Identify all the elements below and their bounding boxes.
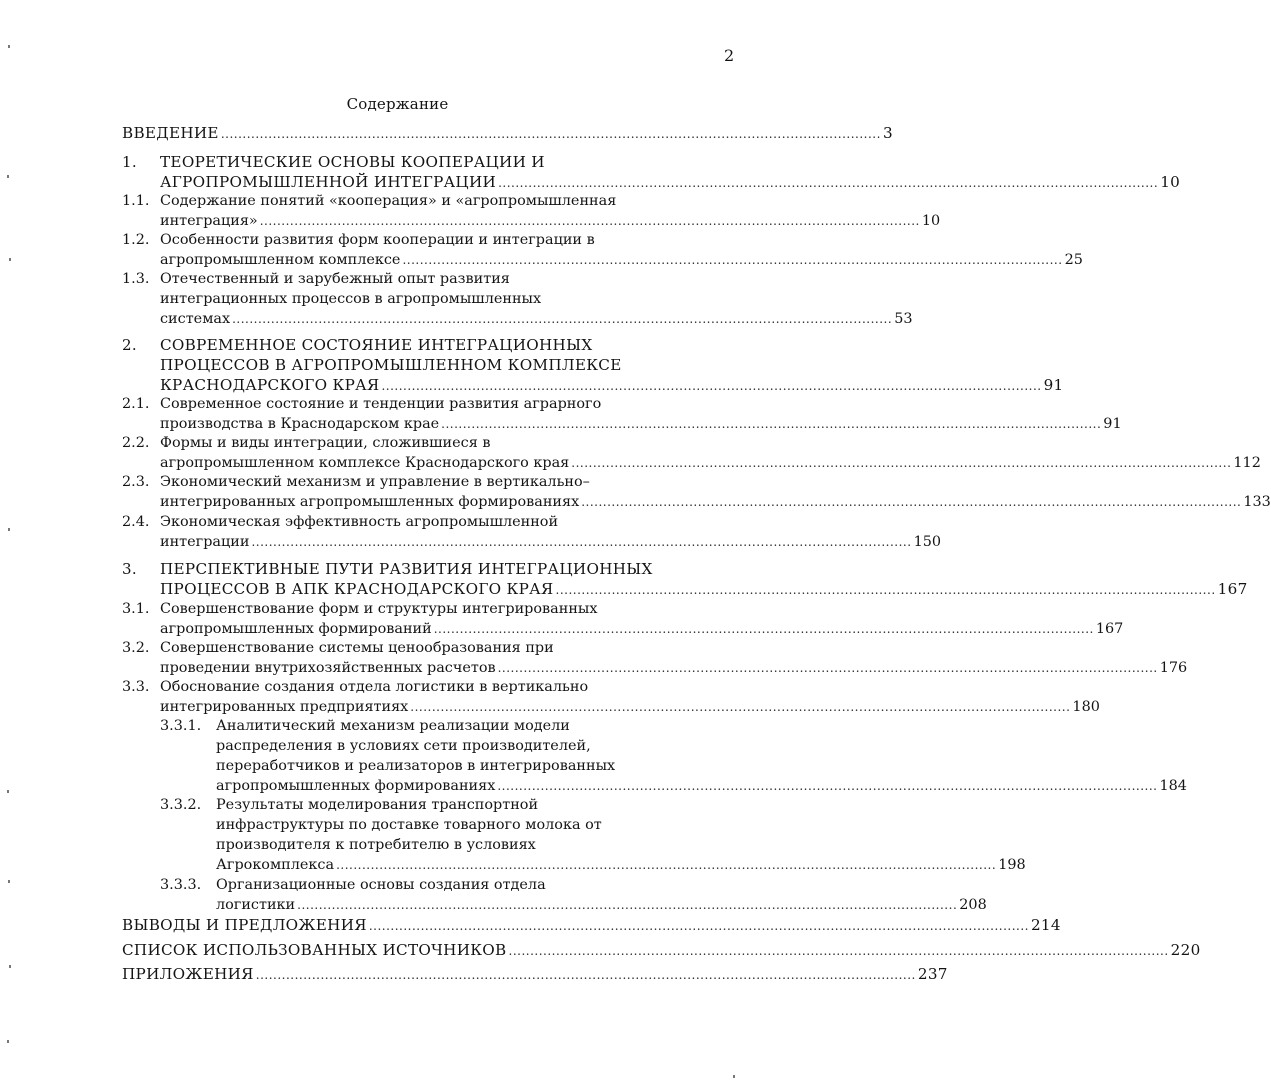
toc-entry-page: 220 xyxy=(1170,941,1201,959)
toc-entry-3-3-3[interactable] xyxy=(216,895,987,915)
toc-entry-page: 25 xyxy=(1064,252,1083,268)
scan-speck xyxy=(8,45,10,48)
chapter-title-line: ПРОЦЕССОВ В АПК КРАСНОДАРСКОГО КРАЯ xyxy=(160,580,554,598)
section-number: 2.1. xyxy=(122,396,150,412)
dot-leader: ......................................................................................................................................................... xyxy=(441,417,1102,431)
section-title-line: агропромышленном комплексе xyxy=(160,252,401,268)
toc-entry-3-3-1[interactable] xyxy=(216,776,1187,796)
section-title-line: Формы и виды интеграции, сложившиеся в xyxy=(160,435,491,451)
dot-leader: ......................................................................................................................................................... xyxy=(297,898,958,912)
toc-entry-page: 10 xyxy=(921,213,941,229)
subsection-number: 3.3.3. xyxy=(160,877,202,893)
section-number: 3.2. xyxy=(122,640,150,656)
dot-leader: ......................................................................................................................................................... xyxy=(232,312,893,326)
section-number: 2.2. xyxy=(122,435,150,451)
section-number: 1.1. xyxy=(122,193,150,209)
subsection-title-line: Аналитический механизм реализации модели xyxy=(216,718,570,734)
toc-entry-chapter-3[interactable] xyxy=(160,579,1248,600)
scan-speck xyxy=(7,790,9,793)
section-title-line: интегрированных агропромышленных формированиях xyxy=(160,494,580,510)
toc-entry-2-1[interactable] xyxy=(160,414,1122,434)
chapter-number: 2. xyxy=(122,336,137,354)
chapter-title-line: КРАСНОДАРСКОГО КРАЯ xyxy=(160,376,380,394)
subsection-title-line: агропромышленных формированиях xyxy=(216,778,496,794)
toc-entry-2-3[interactable] xyxy=(160,492,1271,512)
section-title-line: Особенности развития форм кооперации и интеграции в xyxy=(160,232,595,248)
section-title-line: интегрированных предприятиях xyxy=(160,699,409,715)
section-title-line: Экономический механизм и управление в вертикально– xyxy=(160,474,590,490)
toc-entry-page: 53 xyxy=(894,311,913,327)
toc-entry-2-4[interactable] xyxy=(160,532,942,552)
section-title-line: интеграция» xyxy=(160,213,258,229)
section-number: 1.2. xyxy=(122,232,150,248)
toc-entry-page: 180 xyxy=(1072,699,1100,715)
toc-entry-1-3[interactable] xyxy=(160,309,913,329)
toc-entry-page: 150 xyxy=(913,534,942,550)
scan-speck xyxy=(9,258,11,261)
toc-entry-page: 214 xyxy=(1030,916,1061,934)
subsection-title-line: Организационные основы создания отдела xyxy=(216,877,546,893)
dot-leader: ......................................................................................................................................................... xyxy=(251,535,912,549)
subsection-number: 3.3.2. xyxy=(160,797,202,813)
toc-entry-page: 176 xyxy=(1159,660,1188,676)
dot-leader: ......................................................................................................................................................... xyxy=(497,661,1158,675)
dot-leader: ......................................................................................................................................................... xyxy=(497,779,1158,793)
chapter-number: 1. xyxy=(122,153,137,171)
toc-entry-intro[interactable] xyxy=(122,123,893,144)
dot-leader: ......................................................................................................................................................... xyxy=(581,495,1242,509)
section-title-line: Содержание понятий «кооперация» и «агропромышленная xyxy=(160,193,617,209)
scan-speck xyxy=(8,528,10,531)
toc-entry-1-1[interactable] xyxy=(160,211,941,231)
section-number: 3.1. xyxy=(122,601,150,617)
toc-entry-title: ПРИЛОЖЕНИЯ xyxy=(122,965,254,983)
toc-entry-page: 10 xyxy=(1160,173,1181,191)
dot-leader: ......................................................................................................................................................... xyxy=(259,214,920,228)
subsection-title-line: инфраструктуры по доставке товарного молока от xyxy=(216,817,602,833)
dot-leader: ......................................................................................................................................................... xyxy=(255,968,916,982)
toc-entry-page: 3 xyxy=(882,124,893,142)
chapter-title-line: АГРОПРОМЫШЛЕННОЙ ИНТЕГРАЦИИ xyxy=(160,173,497,191)
section-title-line: Современное состояние и тенденции развития аграрного xyxy=(160,396,602,412)
subsection-title-line: логистики xyxy=(216,897,296,913)
chapter-title-line: ТЕОРЕТИЧЕСКИЕ ОСНОВЫ КООПЕРАЦИИ И xyxy=(160,153,545,171)
toc-entry-3-2[interactable] xyxy=(160,658,1188,678)
section-title-line: системах xyxy=(160,311,231,327)
toc-entry-page: 91 xyxy=(1103,416,1122,432)
section-title-line: интеграции xyxy=(160,534,250,550)
scan-speck xyxy=(9,965,11,968)
chapter-title-line: ПЕРСПЕКТИВНЫЕ ПУТИ РАЗВИТИЯ ИНТЕГРАЦИОННЫХ xyxy=(160,560,653,578)
section-title-line: производства в Краснодарском крае xyxy=(160,416,440,432)
section-title-line: Совершенствование системы ценообразования при xyxy=(160,640,554,656)
dot-leader: ......................................................................................................................................................... xyxy=(433,622,1094,636)
scan-speck xyxy=(7,1040,9,1043)
toc-entry-page: 167 xyxy=(1217,580,1248,598)
section-title-line: Обоснование создания отдела логистики в вертикально xyxy=(160,679,589,695)
toc-entry-page: 184 xyxy=(1159,778,1187,794)
toc-entry-3-1[interactable] xyxy=(160,619,1124,639)
dot-leader: ......................................................................................................................................................... xyxy=(555,583,1216,597)
toc-entry-page: 91 xyxy=(1043,376,1064,394)
section-title-line: агропромышленном комплексе Краснодарского края xyxy=(160,455,570,471)
toc-title: Содержание xyxy=(346,95,449,113)
chapter-number: 3. xyxy=(122,560,137,578)
section-title-line: проведении внутрихозяйственных расчетов xyxy=(160,660,496,676)
toc-entry-2-2[interactable] xyxy=(160,453,1261,473)
toc-entry-chapter-1[interactable] xyxy=(160,172,1181,193)
toc-entry-chapter-2[interactable] xyxy=(160,375,1064,396)
toc-entry-page: 237 xyxy=(917,965,948,983)
dot-leader: ......................................................................................................................................................... xyxy=(220,127,881,141)
scan-speck xyxy=(733,1075,735,1078)
toc-entry-3-3-2[interactable] xyxy=(216,855,1026,875)
dot-leader: ......................................................................................................................................................... xyxy=(336,858,997,872)
page-number: 2 xyxy=(724,46,735,65)
toc-entry-page: 167 xyxy=(1095,621,1124,637)
dot-leader: ......................................................................................................................................................... xyxy=(381,379,1042,393)
section-number: 1.3. xyxy=(122,271,150,287)
section-title-line: Совершенствование форм и структуры интегрированных xyxy=(160,601,598,617)
section-number: 3.3. xyxy=(122,679,150,695)
scan-speck xyxy=(7,175,9,178)
toc-entry-conclusions[interactable] xyxy=(122,915,1061,936)
dot-leader: ......................................................................................................................................................... xyxy=(508,944,1169,958)
toc-entry-1-2[interactable] xyxy=(160,250,1083,270)
subsection-title-line: производителя к потребителю в условиях xyxy=(216,837,536,853)
subsection-title-line: Результаты моделирования транспортной xyxy=(216,797,539,813)
section-title-line: Экономическая эффективность агропромышленной xyxy=(160,514,559,530)
toc-entry-page: 208 xyxy=(959,897,987,913)
section-number: 2.4. xyxy=(122,514,150,530)
toc-entry-page: 133 xyxy=(1243,494,1271,510)
section-number: 2.3. xyxy=(122,474,150,490)
chapter-title-line: СОВРЕМЕННОЕ СОСТОЯНИЕ ИНТЕГРАЦИОННЫХ xyxy=(160,336,593,354)
section-title-line: Отечественный и зарубежный опыт развития xyxy=(160,271,510,287)
dot-leader: ......................................................................................................................................................... xyxy=(402,253,1063,267)
toc-entry-3-3[interactable] xyxy=(160,697,1100,717)
toc-entry-title: ВВЕДЕНИЕ xyxy=(122,124,219,142)
toc-entry-title: ВЫВОДЫ И ПРЕДЛОЖЕНИЯ xyxy=(122,916,367,934)
toc-entry-page: 112 xyxy=(1233,455,1261,471)
chapter-title-line: ПРОЦЕССОВ В АГРОПРОМЫШЛЕННОМ КОМПЛЕКСЕ xyxy=(160,356,622,374)
section-title-line: агропромышленных формирований xyxy=(160,621,432,637)
toc-entry-title: СПИСОК ИСПОЛЬЗОВАННЫХ ИСТОЧНИКОВ xyxy=(122,941,507,959)
dot-leader: ......................................................................................................................................................... xyxy=(571,456,1232,470)
dot-leader: ......................................................................................................................................................... xyxy=(368,919,1029,933)
scan-speck xyxy=(8,880,10,883)
subsection-title-line: распределения в условиях сети производителей, xyxy=(216,738,591,754)
toc-entry-appendices[interactable] xyxy=(122,964,948,985)
dot-leader: ......................................................................................................................................................... xyxy=(410,700,1071,714)
subsection-number: 3.3.1. xyxy=(160,718,202,734)
subsection-title-line: Агрокомплекса xyxy=(216,857,335,873)
dot-leader: ......................................................................................................................................................... xyxy=(498,176,1159,190)
section-title-line: интеграционных процессов в агропромышленных xyxy=(160,291,542,307)
toc-entry-references[interactable] xyxy=(122,940,1201,961)
subsection-title-line: переработчиков и реализаторов в интегрированных xyxy=(216,758,616,774)
toc-entry-page: 198 xyxy=(998,857,1026,873)
